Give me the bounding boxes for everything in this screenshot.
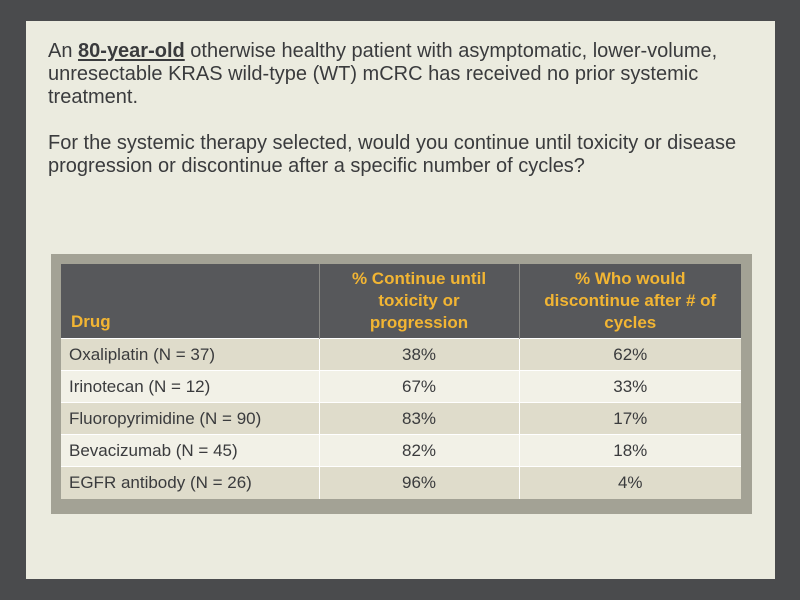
table-row <box>61 371 741 403</box>
table-row <box>61 403 741 435</box>
table-header-row <box>61 264 741 339</box>
header-discontinue: % Who would discontinue after # of cycles <box>519 264 741 339</box>
cell-discontinue: 17% <box>519 403 741 435</box>
cell-continue: 96% <box>319 467 519 499</box>
table-row <box>61 467 741 499</box>
intro-before: An <box>48 40 79 62</box>
header-drug: Drug <box>61 264 319 339</box>
cell-drug: Oxaliplatin (N = 37) <box>61 339 319 371</box>
cell-drug: Fluoropyrimidine (N = 90) <box>61 403 319 435</box>
cell-continue: 67% <box>319 371 519 403</box>
cell-drug: EGFR antibody (N = 26) <box>61 467 319 499</box>
question-prompt: For the systemic therapy selected, would you continue until toxicity or disease progression or discontinue after a specific number of cycles? <box>48 132 737 177</box>
cell-drug: Irinotecan (N = 12) <box>61 371 319 403</box>
cell-drug: Bevacizumab (N = 45) <box>61 435 319 467</box>
table-frame <box>51 254 752 514</box>
age-emphasis: 80-year-old <box>78 40 185 62</box>
table-row <box>61 435 741 467</box>
table-row <box>61 339 741 371</box>
cell-discontinue: 4% <box>519 467 741 499</box>
cell-discontinue: 33% <box>519 371 741 403</box>
cell-continue: 38% <box>319 339 519 371</box>
cell-discontinue: 18% <box>519 435 741 467</box>
question-text <box>48 40 748 178</box>
header-continue: % Continue until toxicity or progression <box>319 264 519 339</box>
cell-discontinue: 62% <box>519 339 741 371</box>
question-intro <box>48 40 748 109</box>
results-table <box>61 264 741 499</box>
cell-continue: 83% <box>319 403 519 435</box>
cell-continue: 82% <box>319 435 519 467</box>
slide <box>26 21 775 579</box>
intro-after: otherwise healthy patient with asymptomatic, lower-volume, unresectable KRAS wild-type (WT) mCRC has received no prior systemic treatment. <box>48 40 718 108</box>
